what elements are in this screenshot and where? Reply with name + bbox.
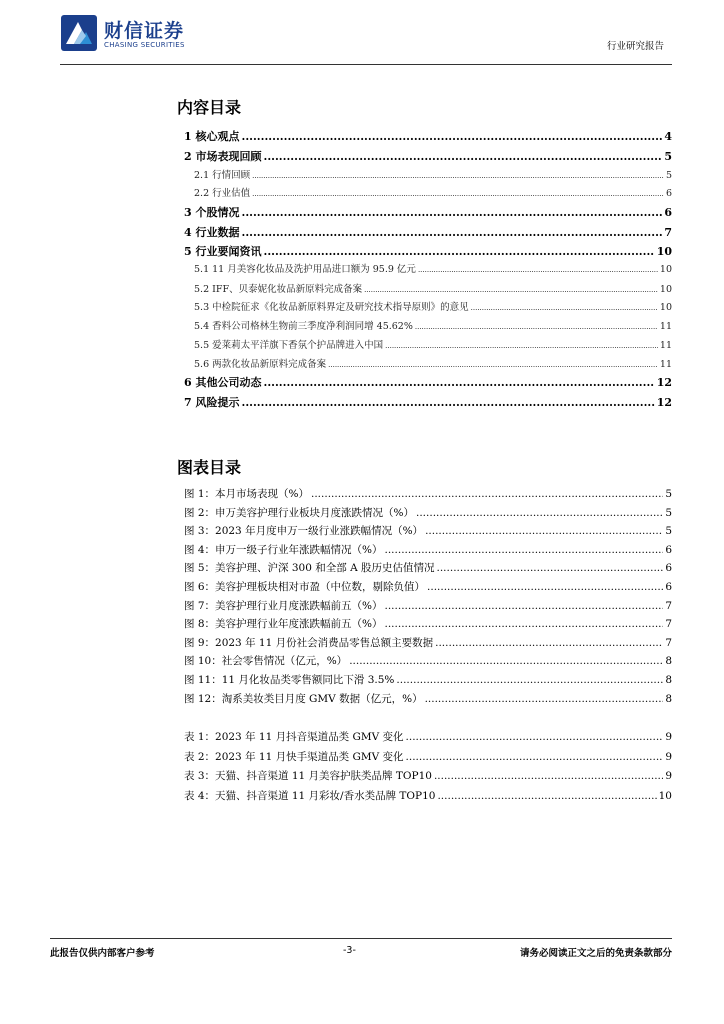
- figure-entry[interactable]: [184, 598, 672, 613]
- table-entry-label: 表 1：2023 年 11 月抖音渠道品类 GMV 变化: [184, 731, 404, 743]
- table-entry-page: 9: [665, 731, 672, 743]
- figure-entry-label: 图 11：11 月化妆品类零售额同比下滑 3.5%: [184, 674, 395, 686]
- table-entry-label: 表 2：2023 年 11 月快手渠道品类 GMV 变化: [184, 750, 404, 763]
- figure-entry-label: 图 5：美容护理、沪深 300 和全部 A 股历史估值情况: [184, 562, 435, 575]
- toc-entry-page: 10: [659, 264, 672, 275]
- toc-entry[interactable]: [184, 394, 672, 410]
- toc-entry-page: 6: [665, 188, 672, 199]
- toc-entry-page: 12: [656, 376, 672, 389]
- figure-entry[interactable]: [184, 523, 672, 538]
- figure-entry-page: 8: [665, 692, 672, 705]
- toc-entry-label: 5.1 11 月美容化妆品及洗护用品进口额为 95.9 亿元: [194, 264, 416, 275]
- toc-entry-label: 6 其他公司动态: [184, 376, 262, 389]
- toc-entry-page: 11: [659, 321, 672, 332]
- figure-entry-page: 7: [665, 636, 672, 649]
- figure-entry-page: 6: [665, 581, 672, 593]
- figure-entry-page: 8: [665, 655, 672, 668]
- figure-entry-page: 7: [665, 618, 672, 631]
- toc-entry-label: 5.6 两款化妆品新原料完成备案: [194, 359, 327, 370]
- figure-entry-label: 图 12：淘系美妆类目月度 GMV 数据（亿元，%）: [184, 692, 423, 705]
- leader-dots: [364, 286, 658, 294]
- toc-title: 内容目录: [177, 98, 242, 117]
- toc-entry-label: 2.1 行情回顾: [194, 170, 251, 181]
- leader-dots: [385, 342, 658, 350]
- figure-entry-page: 5: [665, 525, 672, 538]
- leader-dots: [241, 226, 662, 239]
- toc-entry[interactable]: [184, 243, 672, 259]
- toc-entry-page: 11: [659, 340, 672, 351]
- toc-entry-label: 5.4 香料公司格林生物前三季度净利润同增 45.62%: [194, 321, 413, 332]
- toc-entry-page: 10: [659, 284, 672, 295]
- toc-entry-label: 4 行业数据: [184, 226, 240, 239]
- page-header: [0, 0, 724, 70]
- toc-entry[interactable]: [194, 185, 672, 199]
- page-number: -3-: [343, 945, 356, 956]
- leader-dots: [425, 693, 664, 705]
- toc-entry-label: 3 个股情况: [184, 206, 240, 219]
- toc-entry[interactable]: [194, 318, 672, 332]
- figure-entry[interactable]: [184, 560, 672, 575]
- figure-entry-page: 6: [665, 562, 672, 575]
- company-logo-icon: [60, 14, 98, 52]
- toc-entry-page: 10: [659, 302, 672, 313]
- toc-entry-page: 12: [656, 396, 672, 409]
- toc-entry-label: 2.2 行业估值: [194, 188, 251, 199]
- logo-chinese-name: 财信证券: [104, 20, 185, 42]
- leader-dots: [252, 190, 664, 198]
- toc-entry[interactable]: [184, 128, 672, 144]
- leader-dots: [252, 172, 664, 180]
- toc-entry-page: 4: [664, 130, 672, 143]
- figure-entry[interactable]: [184, 542, 672, 557]
- toc-entry[interactable]: [194, 281, 672, 295]
- toc-entry-page: 5: [664, 150, 672, 163]
- table-entry[interactable]: [184, 768, 672, 783]
- figure-entry-label: 图 9：2023 年 11 月份社会消费品零售总额主要数据: [184, 636, 434, 649]
- table-entry-page: 9: [665, 770, 672, 782]
- toc-entry[interactable]: [194, 261, 672, 275]
- toc-entry-label: 2 市场表现回顾: [184, 150, 262, 163]
- leader-dots: [263, 376, 654, 389]
- leader-dots: [416, 507, 663, 519]
- table-entry-page: 10: [658, 789, 672, 802]
- figure-entry-label: 图 2：申万美容护理行业板块月度涨跌情况（%）: [184, 506, 414, 519]
- footer-disclaimer: 请务必阅读正文之后的免责条款部分: [519, 948, 672, 959]
- toc-entry[interactable]: [184, 374, 672, 390]
- leader-dots: [406, 731, 664, 743]
- footer-left-note: 此报告仅供内部客户参考: [50, 948, 155, 959]
- figure-entry-page: 5: [665, 506, 672, 519]
- report-type-label: 行业研究报告: [606, 41, 664, 52]
- figure-entry-label: 图 4：申万一级子行业年涨跌幅情况（%）: [184, 543, 383, 556]
- figure-entry[interactable]: [184, 653, 672, 668]
- toc-entry[interactable]: [194, 299, 672, 313]
- toc-entry-label: 5 行业要闻资讯: [184, 245, 262, 258]
- figure-entry-page: 5: [665, 488, 672, 500]
- leader-dots: [385, 600, 664, 612]
- leader-dots: [435, 637, 663, 649]
- leader-dots: [437, 562, 664, 574]
- leader-dots: [434, 770, 663, 782]
- toc-entry-page: 5: [665, 170, 672, 181]
- leader-dots: [471, 304, 658, 312]
- table-entry-label: 表 3：天猫、抖音渠道 11 月美容护肤类品牌 TOP10: [184, 770, 432, 782]
- figure-entry-label: 图 1：本月市场表现（%）: [184, 488, 309, 500]
- figure-entry[interactable]: [184, 672, 672, 687]
- leader-dots: [349, 655, 663, 667]
- toc-entry-label: 7 风险提示: [184, 396, 240, 409]
- table-entry-label: 表 4：天猫、抖音渠道 11 月彩妆/香水类品牌 TOP10: [184, 789, 436, 802]
- toc-entry[interactable]: [184, 224, 672, 240]
- toc-entry-page: 7: [664, 226, 672, 239]
- logo-english-name: CHASING SECURITIES: [104, 41, 185, 49]
- figure-entry-label: 图 7：美容护理行业月度涨跌幅前五（%）: [184, 599, 383, 612]
- toc-entry-page: 10: [656, 245, 672, 258]
- leader-dots: [241, 130, 662, 143]
- table-entry[interactable]: [184, 788, 672, 803]
- leader-dots: [418, 266, 658, 274]
- leader-dots: [427, 581, 663, 593]
- toc-entry[interactable]: [194, 337, 672, 351]
- table-entry[interactable]: [184, 729, 672, 744]
- figure-entry-page: 8: [665, 674, 672, 686]
- figure-entry-page: 6: [665, 543, 672, 556]
- toc-entry-label: 5.5 爱莱莉太平洋旗下香氛个护品牌进入中国: [194, 340, 384, 351]
- figure-entry-page: 7: [665, 599, 672, 612]
- figure-entry[interactable]: [184, 486, 672, 501]
- leader-dots: [263, 245, 654, 258]
- toc-entry[interactable]: [184, 148, 672, 164]
- leader-dots: [328, 361, 658, 369]
- toc-entry-label: 5.2 IFF、贝泰妮化妆品新原料完成备案: [194, 284, 363, 295]
- toc-entry[interactable]: [184, 204, 672, 220]
- leader-dots: [385, 544, 664, 556]
- toc-entry[interactable]: [194, 167, 672, 181]
- figure-entry[interactable]: [184, 691, 672, 706]
- table-entry-page: 9: [665, 750, 672, 763]
- figure-entry[interactable]: [184, 635, 672, 650]
- table-entry[interactable]: [184, 749, 672, 764]
- footer-divider: [50, 938, 672, 939]
- company-logo: [60, 14, 200, 54]
- figure-entry-label: 图 3：2023 年月度申万一级行业涨跌幅情况（%）: [184, 525, 424, 538]
- figure-entry-label: 图 8：美容护理行业年度涨跌幅前五（%）: [184, 618, 383, 631]
- figure-entry[interactable]: [184, 505, 672, 520]
- figure-entry-label: 图 6：美容护理板块相对市盈（中位数，剔除负值）: [184, 581, 426, 593]
- leader-dots: [263, 150, 662, 163]
- toc-entry-page: 11: [659, 359, 672, 370]
- leader-dots: [437, 790, 656, 802]
- figure-entry[interactable]: [184, 616, 672, 631]
- leader-dots: [241, 396, 654, 409]
- leader-dots: [406, 751, 664, 763]
- leader-dots: [385, 618, 664, 630]
- leader-dots: [415, 323, 658, 331]
- toc-entry-label: 1 核心观点: [184, 130, 240, 143]
- leader-dots: [425, 525, 663, 537]
- figure-entry[interactable]: [184, 579, 672, 594]
- toc-entry-page: 6: [664, 206, 672, 219]
- header-divider: [60, 64, 672, 65]
- toc-entry[interactable]: [194, 356, 672, 370]
- leader-dots: [311, 488, 663, 500]
- figure-entry-label: 图 10：社会零售情况（亿元，%）: [184, 655, 348, 668]
- figures-title: 图表目录: [177, 458, 242, 477]
- leader-dots: [396, 674, 663, 686]
- toc-entry-label: 5.3 中检院征求《化妆品新原料界定及研究技术指导原则》的意见: [194, 302, 469, 313]
- leader-dots: [241, 206, 662, 219]
